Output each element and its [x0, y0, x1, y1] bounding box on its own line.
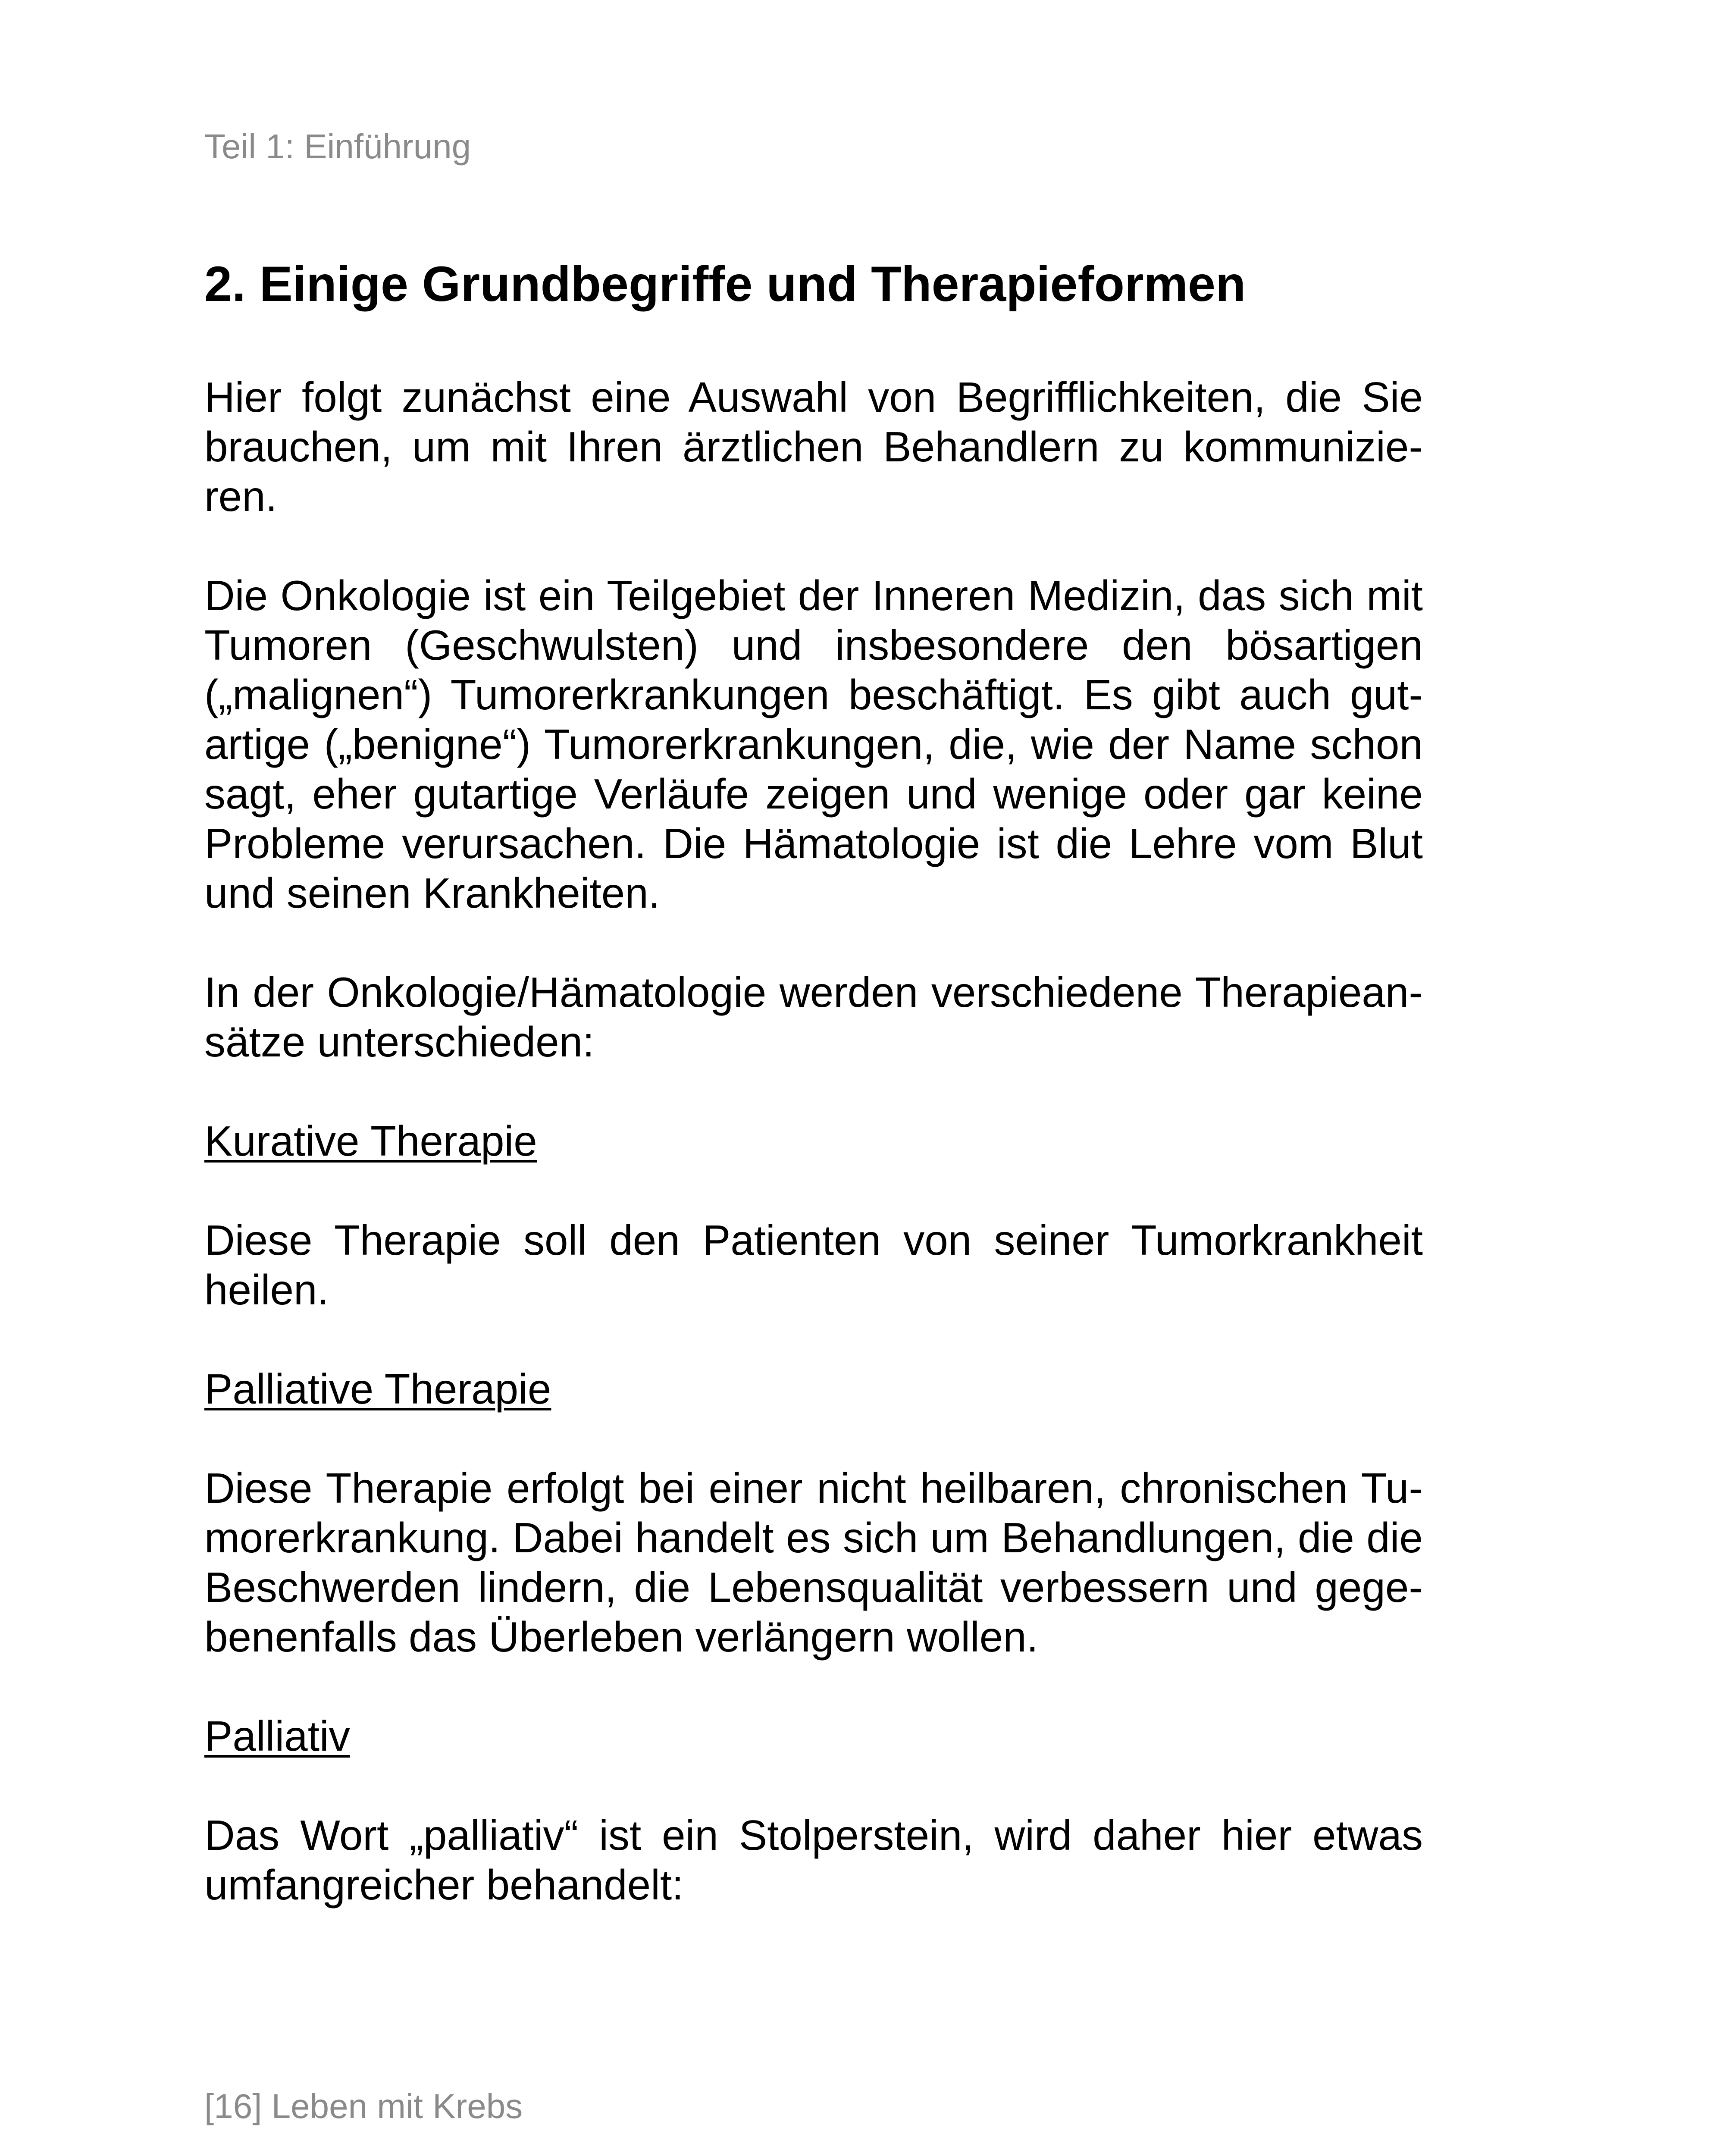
page-body — [204, 254, 1423, 1959]
running-header: Teil 1: Einführung — [204, 127, 471, 166]
palliative-therapie-heading: Palliative Therapie — [204, 1365, 551, 1413]
chapter-title: 2. Einige Grundbegriffe und Therapieformen — [204, 257, 1246, 312]
palliativ-paragraph: Das Wort „palliativ“ ist ein Stolperstein, wird daher hier etwas umfangreicher behandelt: — [204, 1811, 1423, 1908]
kurative-therapie-paragraph: Diese Therapie soll den Patienten von seiner Tumorkrankheit heilen. — [204, 1216, 1423, 1313]
intro-paragraph: Hier folgt zunächst eine Auswahl von Begrifflichkeiten, die Sie brauchen, um mit Ihren ärztlichen Behandlern zu kommunizieren. — [204, 373, 1423, 520]
kurative-therapie-heading: Kurative Therapie — [204, 1117, 537, 1165]
onkologie-paragraph: Die Onkologie ist ein Teilgebiet der Inneren Medizin, das sich mit Tumoren (Geschwulsten) und insbesondere den bösartigen („malignen“) Tumorerkrankungen beschäftigt. Es gibt auch gutartige („benigne“) Tumorerkrankungen, die, wie der Name schon sagt, eher gutartige Verläufe zeigen und wenige oder gar keine Probleme verursachen. Die Hämatologie ist die Lehre vom Blut und seinen Krankheiten. — [204, 572, 1423, 917]
page-footer: [16] Leben mit Krebs — [204, 2087, 523, 2125]
palliativ-heading: Palliativ — [204, 1712, 350, 1760]
therapieansaetze-paragraph: In der Onkologie/Hämatologie werden verschiedene Therapieansätze unterschieden: — [204, 968, 1423, 1065]
palliative-therapie-paragraph: Diese Therapie erfolgt bei einer nicht heilbaren, chronischen Tumorerkrankung. Dabei handelt es sich um Behandlungen, die die Beschwerden lindern, die Lebensqualität verbessern und gegebenenfalls das Überleben verlängern wollen. — [204, 1464, 1423, 1661]
